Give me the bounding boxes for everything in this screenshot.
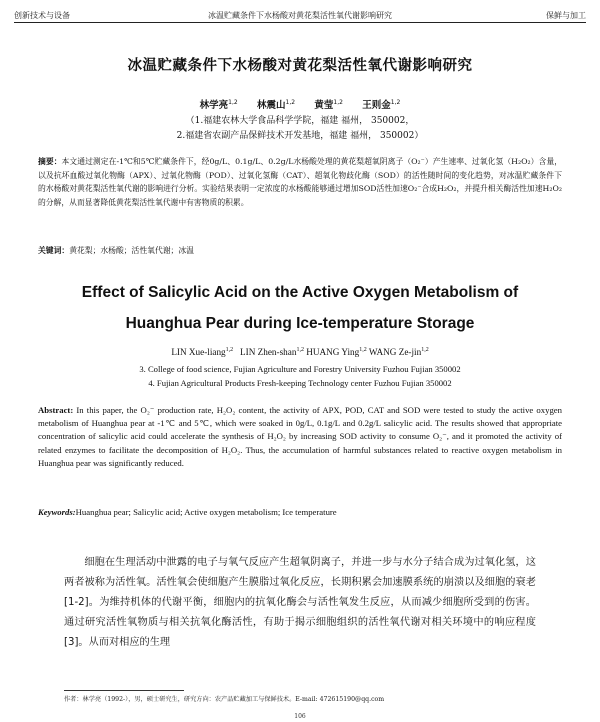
affiliation-line: 2.福建省农副产品保鲜技术开发基地，福建 福州， 350002）: [176, 131, 424, 141]
abstract-english: [38, 404, 562, 470]
affiliation-line: （1.福建农林大学食品科学学院，福建 福州， 350002，: [185, 116, 415, 126]
keywords-text-cn: 黄花梨；水杨酸；活性氧代谢；冰温: [69, 246, 194, 255]
author-en: LIN Zhen-shan: [240, 347, 297, 358]
author-en: WANG Ze-jin: [368, 347, 422, 358]
keywords-text-en: Huanghua pear; Salicylic acid; Active oxygen metabolism; Ice temperature: [75, 507, 337, 517]
header-rule: [14, 22, 586, 23]
affiliation-en-line: 3. College of food science, Fujian Agriculture and Forestry University Fuzhou Fujian 350002: [139, 364, 461, 374]
abstract-chinese: [38, 155, 562, 209]
body-paragraph: 细胞在生理活动中泄露的电子与氧气反应产生超氧阴离子，并进一步与水分子结合成为过氧化氢，这两者被称为活性氧。活性氧会使细胞产生膜脂过氧化反应，长期积累会加速膜系统的崩溃以及细胞的衰老[1-2]。为维持机体的代谢平衡，细胞内的抗氧化酶会与活性氧发生反应，从而减少细胞所受到的伤害。通过研究活性氧物质与相关抗氧化酶活性，有助于揭示细胞组织的活性氧代谢对相关环境中的响应程度[3]。从而对相应的生理: [64, 557, 536, 648]
keywords-chinese: [38, 245, 562, 256]
authors-chinese: [0, 97, 600, 111]
abstract-text-cn: 本文通过测定在-1℃和5℃贮藏条件下，经0g/L、0.1g/L、0.2g/L水杨酸处理的黄花梨超氧阴离子（O₂⁻）产生速率、过氧化氢（H₂O₂）含量，以及抗坏血酸过氧化物酶（APX）、过氧化物酶（POD）、过氧化氢酶（CAT）、超氧化物歧化酶（SOD）的活性随时间的变化趋势，对冰温贮藏条件下的水杨酸对黄花梨活性氧代谢的影响进行分析。实验结果表明一定浓度的水杨酸能够通过增加SOD活性加速O₂⁻合成H₂O₂，并提升相关酶活性加速H₂O₂的分解，从而显著降低黄花梨活性氧代谢中有害物质的积累。: [38, 157, 563, 207]
keywords-label-en: Keywords:: [38, 507, 76, 517]
affiliations-chinese: [0, 114, 600, 144]
abstract-label-en: Abstract:: [38, 405, 74, 415]
keywords-english: [38, 507, 562, 517]
title-english: [0, 277, 600, 339]
author-footnote: 作者：林学亮（1992-），男，硕士研究生，研究方向：农产品贮藏加工与保鲜技术。E-mail: 472615190@qq.com: [64, 696, 385, 703]
title-en-line: Effect of Salicylic Acid on the Active Oxygen Metabolism of: [81, 284, 519, 301]
header-right: 保鲜与加工: [546, 11, 586, 20]
keywords-label-cn: 关键词：: [38, 246, 70, 255]
running-header: [14, 8, 586, 22]
author-cn: 王则金$^{1,2}$: [362, 98, 401, 111]
authors-english: LIN Xue-liang$^{1,2}$ LIN Zhen-shan$^{1,2}$ HUANG Ying$^{1,2}$ WANG Ze-jin$^{1,2}$: [171, 347, 429, 358]
affiliations-english: [0, 363, 600, 390]
header-left: 创新技术与设备: [14, 11, 70, 20]
author-en: LIN Xue-liang: [171, 347, 226, 358]
author-cn: 林震山$^{1,2}$: [257, 98, 296, 111]
header-center: 冰温贮藏条件下水杨酸对黄花梨活性氧代谢影响研究: [208, 11, 392, 20]
author-cn: 林学亮$^{1,2}$: [199, 98, 238, 111]
title-chinese: 冰温贮藏条件下水杨酸对黄花梨活性氧代谢影响研究: [127, 58, 473, 74]
footnote-rule: [64, 690, 184, 691]
author-cn: 黄莹$^{1,2}$: [314, 98, 343, 111]
abstract-text-en: In this paper, the O₂⁻ production rate, H₂O₂ content, the activity of APX, POD, CAT and SOD were tested to study the active oxygen metabolism of Huanghua pear at -1℃ and 5℃, which were soaked in 0g/L, 0.1g/L and 0.2g/L salicylic acid. The results showed that appropriate concentration of salicylic acid could accelerate the synthesis of H₂O₂ by increasing SOD activity to consume O₂⁻, and it promoted the activity of related enzymes to facilitate the decomposition of H₂O₂. Thus, the accumulation of harmful substances related to reactive oxygen metabolism in Huanghua pear was significantly reduced.: [38, 405, 562, 468]
title-en-line: Huanghua Pear during Ice-temperature Storage: [125, 315, 475, 332]
author-en: HUANG Ying: [306, 347, 360, 358]
abstract-label-cn: 摘要：: [38, 157, 62, 166]
affiliation-en-line: 4. Fujian Agricultural Products Fresh-keeping Technology center Fuzhou Fujian 350002: [148, 377, 452, 388]
page-number: 106: [294, 713, 306, 720]
